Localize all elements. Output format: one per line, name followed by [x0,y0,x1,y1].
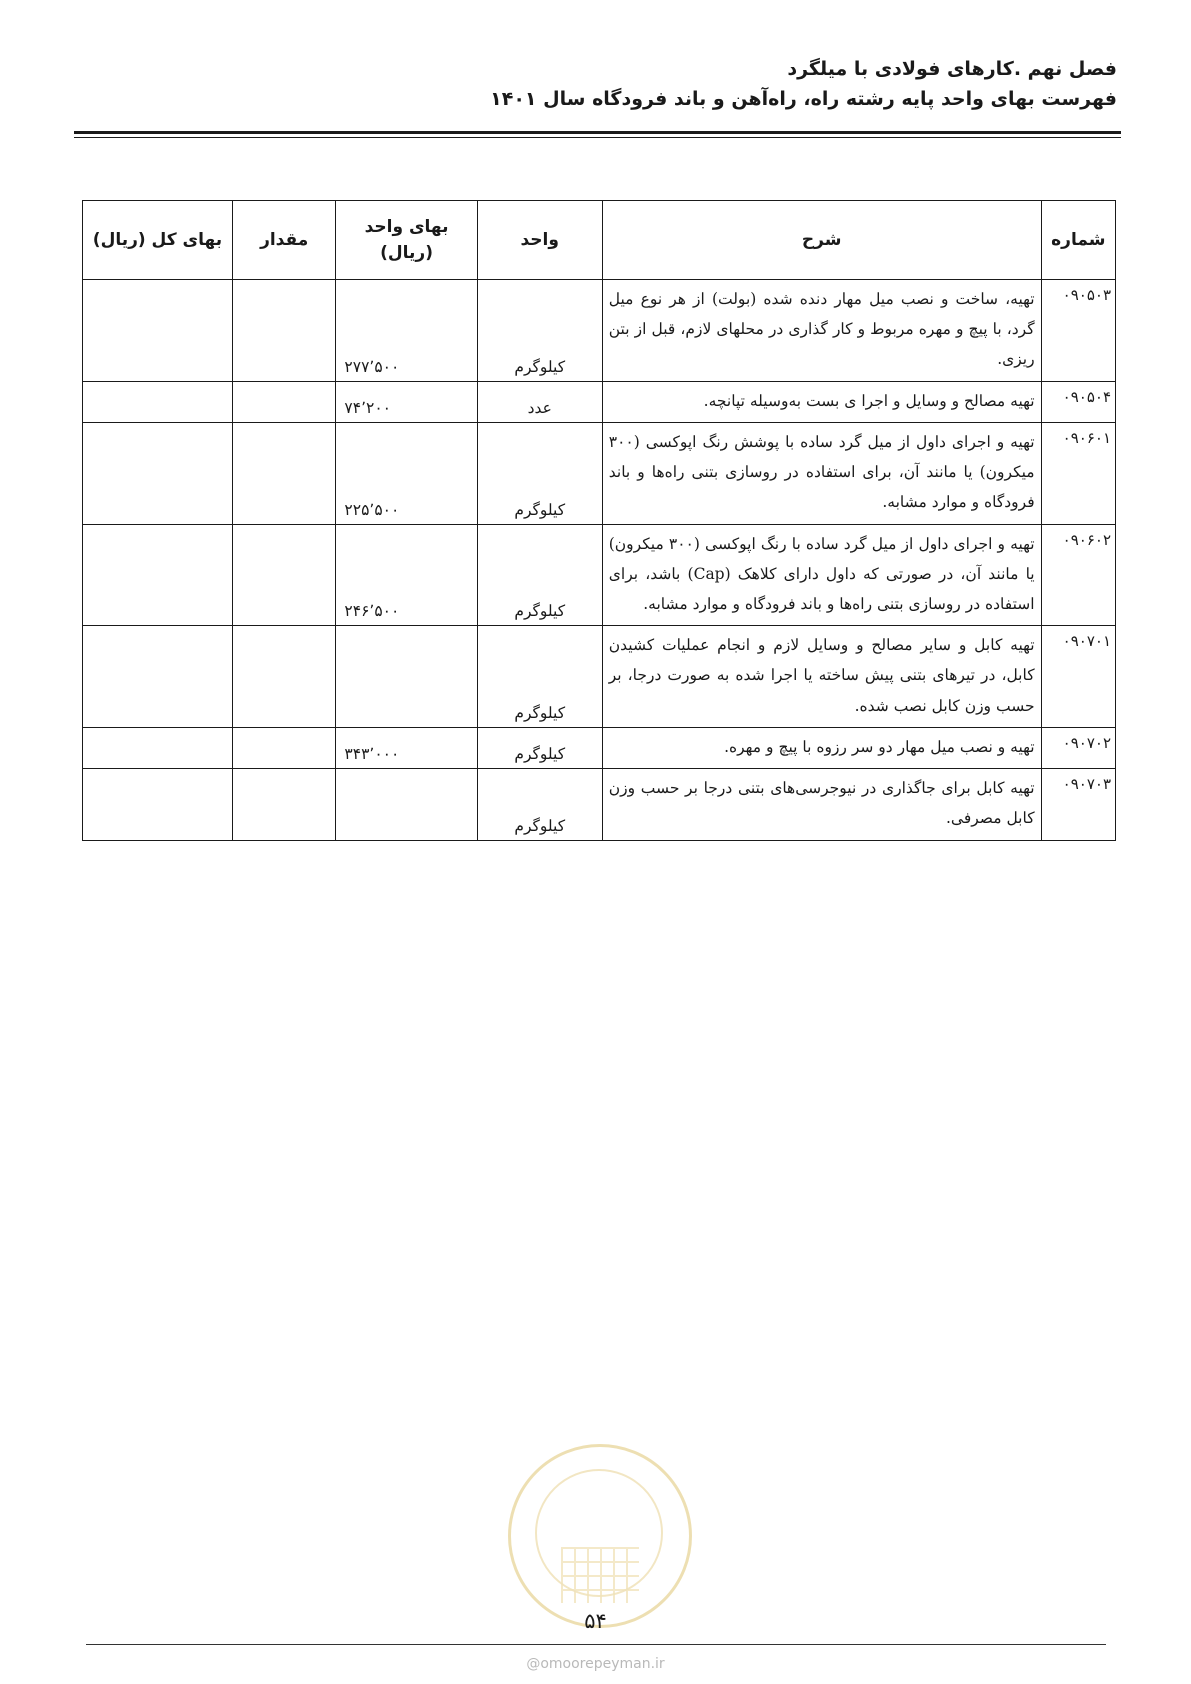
page-number: ۵۴ [584,1609,607,1633]
item-number: ۰۹۰۶۰۱ [1041,422,1115,524]
footer-website: @omoorepeyman.ir [526,1656,665,1672]
item-unit-price [336,626,477,728]
table-row [83,422,1116,524]
chapter-title: فصل نهم .کارهای فولادی با میلگرد [787,58,1117,80]
item-unit: کیلوگرم [477,769,602,840]
item-unit-price [336,769,477,840]
footer-rule [86,1644,1106,1645]
column-header-total-price: بهای کل (ریال) [83,201,233,280]
item-total-price [83,524,233,626]
price-list-table [82,200,1116,841]
item-total-price [83,280,233,382]
item-quantity [232,381,336,422]
item-total-price [83,626,233,728]
unit-price-header-line1: بهای واحد [364,216,449,237]
watermark-grid-pattern [561,1547,639,1603]
item-unit: کیلوگرم [477,727,602,768]
item-total-price [83,769,233,840]
item-description: تهیه کابل و سایر مصالح و وسایل لازم و انجام عملیات کشیدن کابل، در تیرهای بتنی پیش ساخته یا اجرا شده به صورت درجا، بر حسب وزن کابل نصب شده. [602,626,1041,728]
item-description: تهیه مصالح و وسایل و اجرا ی بست به‌وسیله تپانچه. [602,381,1041,422]
table-row [83,626,1116,728]
document-subtitle: فهرست بهای واحد پایه رشته راه، راه‌آهن و باند فرودگاه سال ۱۴۰۱ [490,88,1117,110]
item-unit-price: ۷۴٬۲۰۰ [336,381,477,422]
item-unit-price: ۳۴۳٬۰۰۰ [336,727,477,768]
column-header-unit: واحد [477,201,602,280]
unit-price-header-line2: (ریال) [380,243,433,263]
item-unit: کیلوگرم [477,524,602,626]
page-header [74,58,1117,110]
item-description: تهیه کابل برای جاگذاری در نیوجرسی‌های بتنی درجا بر حسب وزن کابل مصرفی. [602,769,1041,840]
item-quantity [232,422,336,524]
item-unit: عدد [477,381,602,422]
item-description: تهیه و نصب میل مهار دو سر رزوه با پیچ و مهره. [602,727,1041,768]
table-row [83,727,1116,768]
column-header-unit-price [336,201,477,280]
item-quantity [232,626,336,728]
table-row [83,769,1116,840]
item-number: ۰۹۰۷۰۳ [1041,769,1115,840]
header-rule-thin [74,137,1121,138]
column-header-description: شرح [602,201,1041,280]
item-total-price [83,381,233,422]
item-number: ۰۹۰۷۰۲ [1041,727,1115,768]
item-quantity [232,280,336,382]
column-header-quantity: مقدار [232,201,336,280]
item-quantity [232,727,336,768]
item-description: تهیه، ساخت و نصب میل مهار دنده شده (بولت) از هر نوع میل گرد، با پیچ و مهره مربوط و کار گذاری در محلهای لازم، قبل از بتن ریزی. [602,280,1041,382]
item-number: ۰۹۰۵۰۳ [1041,280,1115,382]
header-rule-thick [74,131,1121,134]
item-unit-price: ۲۴۶٬۵۰۰ [336,524,477,626]
table-row [83,381,1116,422]
table-row [83,524,1116,626]
column-header-number: شماره [1041,201,1115,280]
item-number: ۰۹۰۵۰۴ [1041,381,1115,422]
item-description: تهیه و اجرای داول از میل گرد ساده با رنگ اپوکسی (۳۰۰ میکرون) یا مانند آن، در صورتی که داول دارای کلاهک (Cap) باشد، برای استفاده در روسازی بتنی راه‌ها و باند فرودگاه و موارد مشابه. [602,524,1041,626]
item-quantity [232,524,336,626]
item-unit-price: ۲۲۵٬۵۰۰ [336,422,477,524]
item-description: تهیه و اجرای داول از میل گرد ساده با پوشش رنگ اپوکسی (۳۰۰ میکرون) یا مانند آن، برای استفاده در روسازی بتنی راه‌ها و باند فرودگاه و موارد مشابه. [602,422,1041,524]
item-number: ۰۹۰۷۰۱ [1041,626,1115,728]
item-unit: کیلوگرم [477,280,602,382]
watermark-logo [508,1444,692,1628]
item-quantity [232,769,336,840]
table-header-row [83,201,1116,280]
item-unit-price: ۲۷۷٬۵۰۰ [336,280,477,382]
item-total-price [83,422,233,524]
item-unit: کیلوگرم [477,626,602,728]
item-unit: کیلوگرم [477,422,602,524]
item-total-price [83,727,233,768]
item-number: ۰۹۰۶۰۲ [1041,524,1115,626]
table-row [83,280,1116,382]
